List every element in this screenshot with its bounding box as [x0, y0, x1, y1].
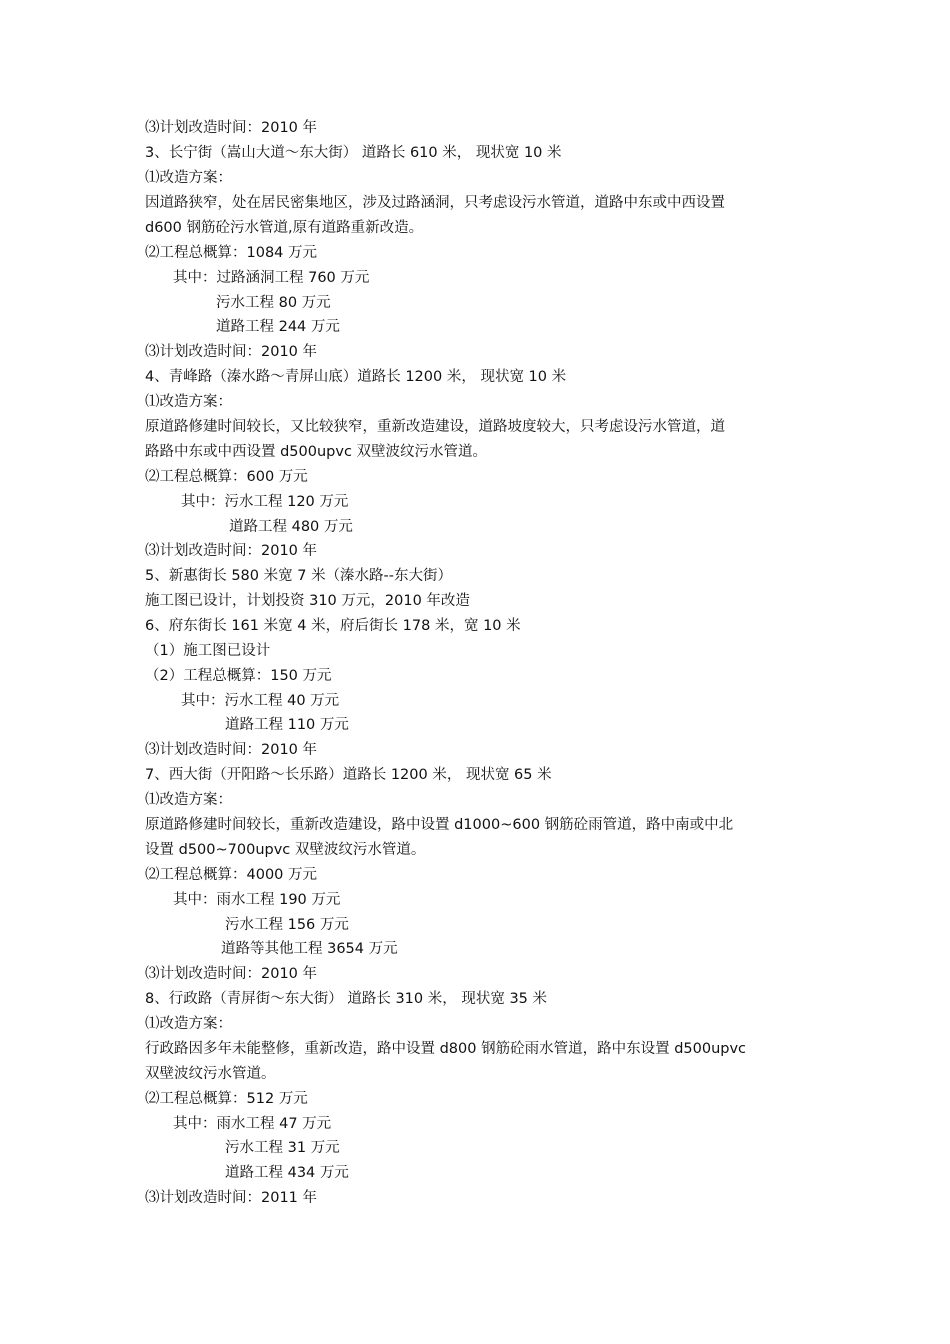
section-heading: 8、行政路（青屏街～东大街） 道路长 310 米， 现状宽 35 米 — [145, 991, 548, 1007]
cost-item: 道路等其他工程 3654 万元 — [221, 941, 398, 957]
paragraph-line: d600 钢筋砼污水管道,原有道路重新改造。 — [145, 220, 424, 236]
text-line: ⑶计划改造时间：2011 年 — [145, 1190, 318, 1206]
paragraph-line: 双壁波纹污水管道。 — [145, 1066, 276, 1082]
text-line: ⑴改造方案： — [145, 394, 232, 410]
section-heading: 5、新惠街长 580 米宽 7 米（溱水路--东大街） — [145, 568, 453, 584]
cost-item: 其中：污水工程 120 万元 — [181, 494, 349, 510]
text-line: ⑴改造方案： — [145, 1016, 232, 1032]
paragraph-line: 原道路修建时间较长，又比较狭窄，重新改造建设，道路坡度较大，只考虑设污水管道，道 — [145, 419, 725, 435]
cost-item: 污水工程 156 万元 — [225, 917, 349, 933]
paragraph-line: 设置 d500~700upvc 双壁波纹污水管道。 — [145, 842, 426, 858]
section-heading: 6、府东街长 161 米宽 4 米，府后街长 178 米，宽 10 米 — [145, 618, 521, 634]
cost-item: 其中：过路涵洞工程 760 万元 — [173, 270, 370, 286]
text-line: ⑴改造方案： — [145, 170, 232, 186]
cost-item: 道路工程 480 万元 — [229, 519, 353, 535]
paragraph-line: 路路中东或中西设置 d500upvc 双壁波纹污水管道。 — [145, 444, 488, 460]
cost-item: 其中：雨水工程 190 万元 — [173, 892, 341, 908]
text-line: ⑵工程总概算：512 万元 — [145, 1091, 308, 1107]
text-line: ⑶计划改造时间：2010 年 — [145, 120, 318, 136]
cost-item: 其中：污水工程 40 万元 — [181, 693, 340, 709]
text-line: ⑶计划改造时间：2010 年 — [145, 742, 318, 758]
cost-item: 其中：雨水工程 47 万元 — [173, 1116, 332, 1132]
text-line: （2）工程总概算：150 万元 — [145, 668, 332, 684]
paragraph-line: 因道路狭窄，处在居民密集地区，涉及过路涵洞，只考虑设污水管道，道路中东或中西设置 — [145, 195, 725, 211]
cost-item: 道路工程 434 万元 — [225, 1165, 349, 1181]
text-line: ⑵工程总概算：600 万元 — [145, 469, 308, 485]
section-heading: 3、长宁街（嵩山大道～东大街） 道路长 610 米， 现状宽 10 米 — [145, 145, 562, 161]
paragraph-line: 施工图已设计，计划投资 310 万元，2010 年改造 — [145, 593, 470, 609]
section-heading: 4、青峰路（溱水路～青屏山底）道路长 1200 米， 现状宽 10 米 — [145, 369, 567, 385]
text-line: ⑶计划改造时间：2010 年 — [145, 966, 318, 982]
text-line: ⑵工程总概算：4000 万元 — [145, 867, 318, 883]
text-line: （1）施工图已设计 — [145, 643, 271, 659]
section-heading: 7、西大街（开阳路～长乐路）道路长 1200 米， 现状宽 65 米 — [145, 767, 552, 783]
text-line: ⑵工程总概算：1084 万元 — [145, 245, 318, 261]
paragraph-line: 行政路因多年未能整修，重新改造，路中设置 d800 钢筋砼雨水管道，路中东设置 d500upvc — [145, 1041, 747, 1057]
cost-item: 污水工程 31 万元 — [225, 1140, 340, 1156]
text-line: ⑶计划改造时间：2010 年 — [145, 344, 318, 360]
text-line: ⑶计划改造时间：2010 年 — [145, 543, 318, 559]
cost-item: 污水工程 80 万元 — [216, 295, 331, 311]
cost-item: 道路工程 110 万元 — [225, 717, 349, 733]
text-line: ⑴改造方案： — [145, 792, 232, 808]
cost-item: 道路工程 244 万元 — [216, 319, 340, 335]
paragraph-line: 原道路修建时间较长，重新改造建设，路中设置 d1000~600 钢筋砼雨管道，路中南或中北 — [145, 817, 734, 833]
